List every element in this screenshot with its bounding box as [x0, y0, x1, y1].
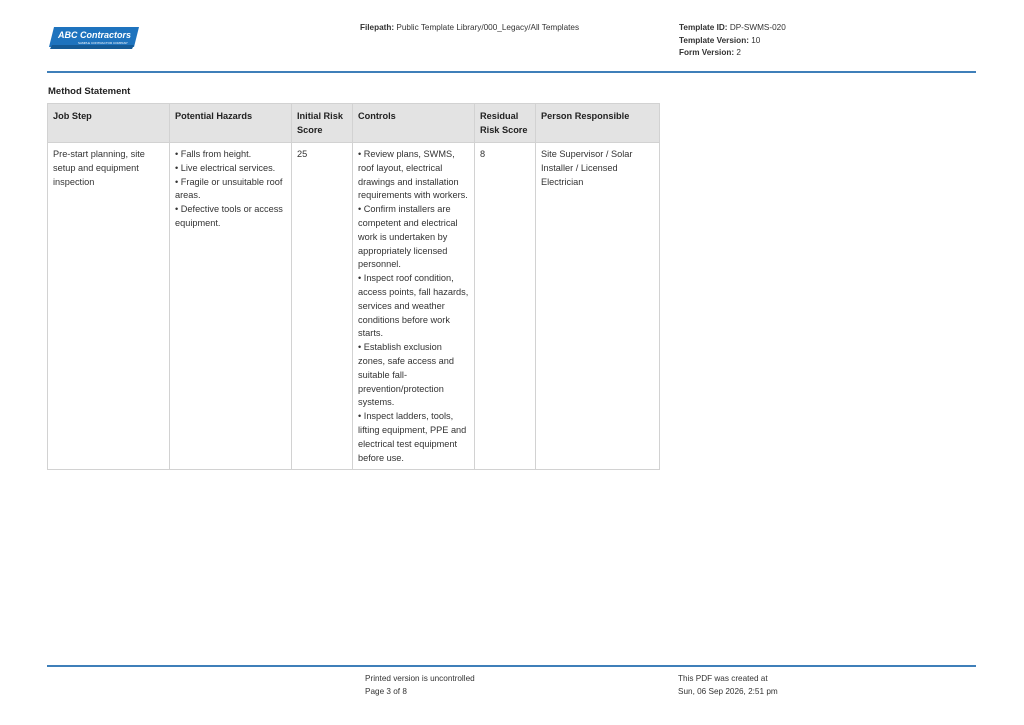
cell-person-responsible: Site Supervisor / Solar Installer / Licensed Electrician — [536, 143, 660, 470]
form-version-label: Form Version: — [679, 48, 735, 57]
hazard-item: • Live electrical services. — [175, 162, 276, 173]
control-item: • Inspect roof condition, access points, fall hazards, services and weather conditions before work starts. — [358, 273, 469, 339]
hazard-item: • Falls from height. — [175, 149, 252, 159]
footer-print-info — [365, 673, 475, 698]
cell-job-step: Pre-start planning, site setup and equipment inspection — [48, 143, 170, 470]
created-label: This PDF was created at — [678, 674, 768, 683]
col-header-person-responsible: Person Responsible — [536, 104, 660, 143]
footer-created-info — [678, 673, 778, 698]
uncontrolled-notice: Printed version is uncontrolled — [365, 674, 475, 683]
logo-name: ABC Contractors — [58, 30, 132, 40]
footer-divider — [47, 665, 976, 667]
control-item: • Review plans, SWMS, roof layout, electrical drawings and installation requirements with workers. — [358, 149, 468, 201]
cell-controls — [353, 143, 475, 470]
cell-potential-hazards — [170, 143, 292, 470]
created-timestamp: Sun, 06 Sep 2026, 2:51 pm — [678, 686, 778, 696]
table-row — [48, 143, 660, 470]
cell-initial-risk: 25 — [292, 143, 353, 470]
col-header-initial-risk: Initial Risk Score — [292, 104, 353, 143]
template-version-value: 10 — [751, 35, 761, 45]
header-template-info — [679, 22, 786, 60]
logo-tagline: SAMPLE CONTRACTOR COMPANY — [78, 41, 128, 46]
template-version-line — [679, 35, 786, 48]
method-statement-table — [47, 103, 660, 470]
hazard-item: • Defective tools or access equipment. — [175, 204, 283, 228]
section-title: Method Statement — [48, 86, 131, 97]
col-header-controls: Controls — [353, 104, 475, 143]
col-header-job-step: Job Step — [48, 104, 170, 143]
control-item: • Inspect ladders, tools, lifting equipment, PPE and electrical test equipment before use. — [358, 411, 467, 463]
header-divider — [47, 71, 976, 73]
header-filepath — [360, 22, 579, 35]
form-version-value: 2 — [736, 48, 741, 57]
template-id-label: Template ID: — [679, 23, 728, 32]
col-header-potential-hazards: Potential Hazards — [170, 104, 292, 143]
logo-graphic — [48, 26, 140, 52]
filepath-label: Filepath: — [360, 23, 395, 32]
company-logo — [48, 26, 140, 52]
cell-residual-risk: 8 — [475, 143, 536, 470]
col-header-residual-risk: Residual Risk Score — [475, 104, 536, 143]
filepath-value: Public Template Library/000_Legacy/All Templates — [396, 23, 580, 32]
template-id-line — [679, 22, 786, 35]
hazard-item: • Fragile or unsuitable roof areas. — [175, 176, 283, 201]
form-version-line — [679, 47, 786, 60]
page-number: Page 3 of 8 — [365, 686, 407, 696]
control-item: • Establish exclusion zones, safe access and suitable fall-prevention/protection systems. — [358, 342, 455, 408]
table-header-row — [48, 104, 660, 143]
control-item: • Confirm installers are competent and electrical work is undertaken by appropriately licensed personnel. — [358, 204, 458, 270]
template-version-label: Template Version: — [679, 35, 749, 45]
template-id-value: DP-SWMS-020 — [729, 23, 786, 32]
